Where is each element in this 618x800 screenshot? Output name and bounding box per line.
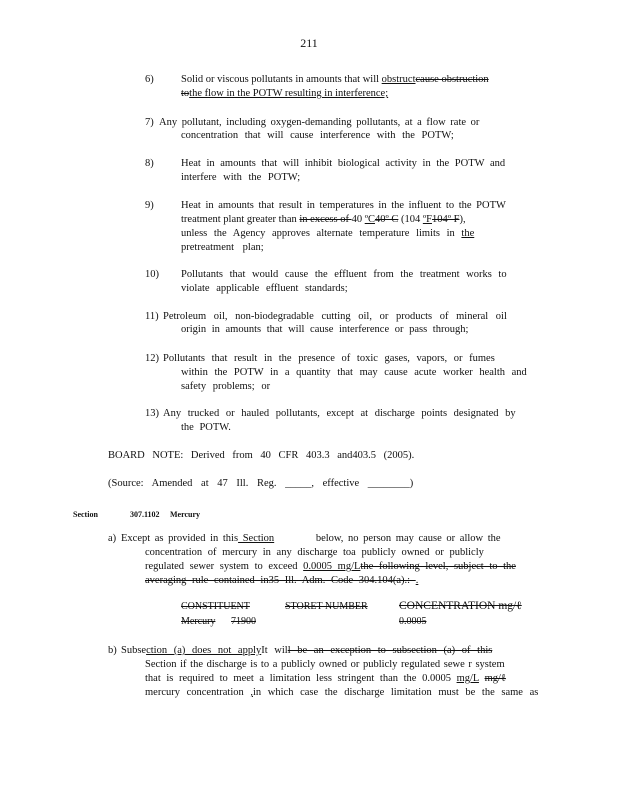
item-text-line: within the POTW in a quantity that may cause acute worker health and bbox=[181, 367, 527, 378]
paragraph-line: averaging rule contained in35 Ill. Adm. Code 304.104(a).: . bbox=[145, 575, 419, 586]
table-header: CONCENTRATION mg/ℓ bbox=[399, 600, 522, 612]
page-number: 211 bbox=[300, 36, 318, 50]
paragraph-line: concentration of mercury in any discharge toa publicly owned or publicly bbox=[145, 547, 484, 558]
paragraph-number: b) bbox=[108, 645, 117, 656]
item-number: 11) bbox=[145, 311, 159, 322]
item-text-line: unless the Agency approves alternate temperature limits in the bbox=[181, 228, 475, 239]
table-cell: Mercury bbox=[181, 616, 216, 627]
item-text-line: Heat in amounts that will inhibit biological activity in the POTW and bbox=[181, 158, 506, 169]
table-cell: 71900 bbox=[231, 616, 256, 627]
paragraph-line: regulated sewer system to exceed 0.0005 mg/Lthe following level, subject to the bbox=[145, 561, 516, 572]
table-header: CONSTITUENT bbox=[181, 601, 250, 612]
item-text-line: Pollutants that would cause the effluent from the treatment works to bbox=[181, 269, 507, 280]
table-header: STORET NUMBER bbox=[285, 601, 368, 612]
paragraph-line: Section if the discharge is to a publicly owned or publicly regulated sewe r system bbox=[145, 659, 505, 670]
item-number: 6) bbox=[145, 74, 154, 85]
item-number: 7) bbox=[145, 117, 154, 128]
item-number: 12) bbox=[145, 353, 159, 364]
source-note: (Source: Amended at 47 Ill. Reg. _____, effective ________) bbox=[108, 478, 414, 489]
table-cell: 0.0005 bbox=[399, 616, 427, 627]
mercury-limit-table bbox=[181, 600, 531, 630]
table-header-row bbox=[181, 600, 531, 615]
item-text-line: violate applicable effluent standards; bbox=[181, 283, 348, 294]
section-label: Section bbox=[73, 510, 98, 519]
item-text-line: interfere with the POTW; bbox=[181, 172, 301, 183]
table-row bbox=[181, 615, 531, 630]
paragraph-number: a) bbox=[108, 533, 117, 544]
item-text-line: tothe flow in the POTW resulting in interference; bbox=[181, 88, 389, 99]
item-text-line: Any pollutant, including oxygen-demanding pollutants, at a flow rate or bbox=[159, 117, 480, 128]
item-text-line: Heat in amounts that result in temperatures in the influent to the POTW bbox=[181, 200, 506, 211]
paragraph-line: Subsection (a) does not applyIt will be an exception to subsection (a) of this bbox=[121, 645, 493, 656]
section-number: 307.1102 bbox=[130, 510, 160, 519]
item-number: 9) bbox=[145, 200, 154, 211]
item-text-line: safety problems; or bbox=[181, 381, 271, 392]
paragraph-line: Except as provided in this Section below, no person may cause or allow the bbox=[121, 533, 501, 544]
item-text-line: the POTW. bbox=[181, 422, 231, 433]
item-text-line: Petroleum oil, non-biodegradable cutting oil, or products of mineral oil bbox=[163, 311, 507, 322]
item-number: 13) bbox=[145, 408, 159, 419]
item-text-line: Pollutants that result in the presence of toxic gases, vapors, or fumes bbox=[163, 353, 495, 364]
item-text-line: concentration that will cause interference with the POTW; bbox=[181, 130, 454, 141]
item-number: 10) bbox=[145, 269, 159, 280]
item-text-line: pretreatment plan; bbox=[181, 242, 264, 253]
item-text-line: Solid or viscous pollutants in amounts that will obstructcause obstruction bbox=[181, 74, 489, 85]
section-title: Mercury bbox=[170, 510, 201, 519]
item-text-line: origin in amounts that will cause interference or pass through; bbox=[181, 324, 469, 335]
item-text-line: Any trucked or hauled pollutants, except at discharge points designated by bbox=[163, 408, 516, 419]
paragraph-line: mercury concentration ,in which case the discharge limitation must be the same as bbox=[145, 687, 539, 698]
item-number: 8) bbox=[145, 158, 154, 169]
board-note: BOARD NOTE: Derived from 40 CFR 403.3 and403.5 (2005). bbox=[108, 450, 415, 461]
paragraph-line: that is required to meet a limitation less stringent than the 0.0005 mg/L mg/ℓ bbox=[145, 673, 506, 684]
item-text-line: treatment plant greater than in excess of 40 ºC40º C (104 ºF104º F), bbox=[181, 214, 466, 225]
